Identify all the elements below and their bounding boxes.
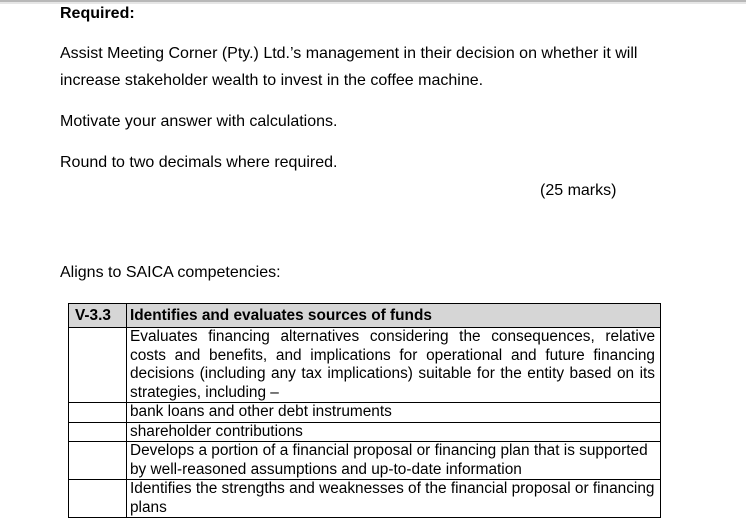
- table-row: [69, 480, 661, 518]
- competency-description: Evaluates financing alternatives considering the consequences, relative costs and benefits, and implications for operational and future financing decisions (including any tax implications) suitable for the entity based on its strategies, including –: [127, 328, 661, 403]
- top-border-shadow: [0, 2, 746, 4]
- empty-cell: [69, 403, 127, 423]
- competency-item: Develops a portion of a financial proposal or financing plan that is supported by well-reasoned assumptions and up-to-date information: [127, 442, 661, 480]
- competency-table: [68, 303, 661, 518]
- instruction-line-2: increase stakeholder wealth to invest in the coffee machine.: [60, 72, 484, 89]
- marks-label: (25 marks): [540, 182, 617, 199]
- rounding-instruction: Round to two decimals where required.: [60, 154, 338, 171]
- competency-item: shareholder contributions: [127, 422, 661, 442]
- empty-cell: [69, 480, 127, 518]
- empty-cell: [69, 442, 127, 480]
- empty-cell: [69, 328, 127, 403]
- competency-item: bank loans and other debt instruments: [127, 403, 661, 423]
- instruction-line-1: Assist Meeting Corner (Pty.) Ltd.’s management in their decision on whether it will: [60, 45, 638, 62]
- motivate-instruction: Motivate your answer with calculations.: [60, 113, 338, 130]
- table-row: [69, 403, 661, 423]
- empty-cell: [69, 422, 127, 442]
- required-heading: Required:: [60, 5, 135, 22]
- competency-code: V-3.3: [69, 304, 127, 328]
- competency-title: Identifies and evaluates sources of funds: [127, 304, 661, 328]
- aligns-label: Aligns to SAICA competencies:: [60, 264, 281, 281]
- competency-item: Identifies the strengths and weaknesses of the financial proposal or financing plans: [127, 480, 661, 518]
- table-row: [69, 442, 661, 480]
- table-row: [69, 328, 661, 403]
- table-row: [69, 422, 661, 442]
- competency-header-row: [69, 304, 661, 328]
